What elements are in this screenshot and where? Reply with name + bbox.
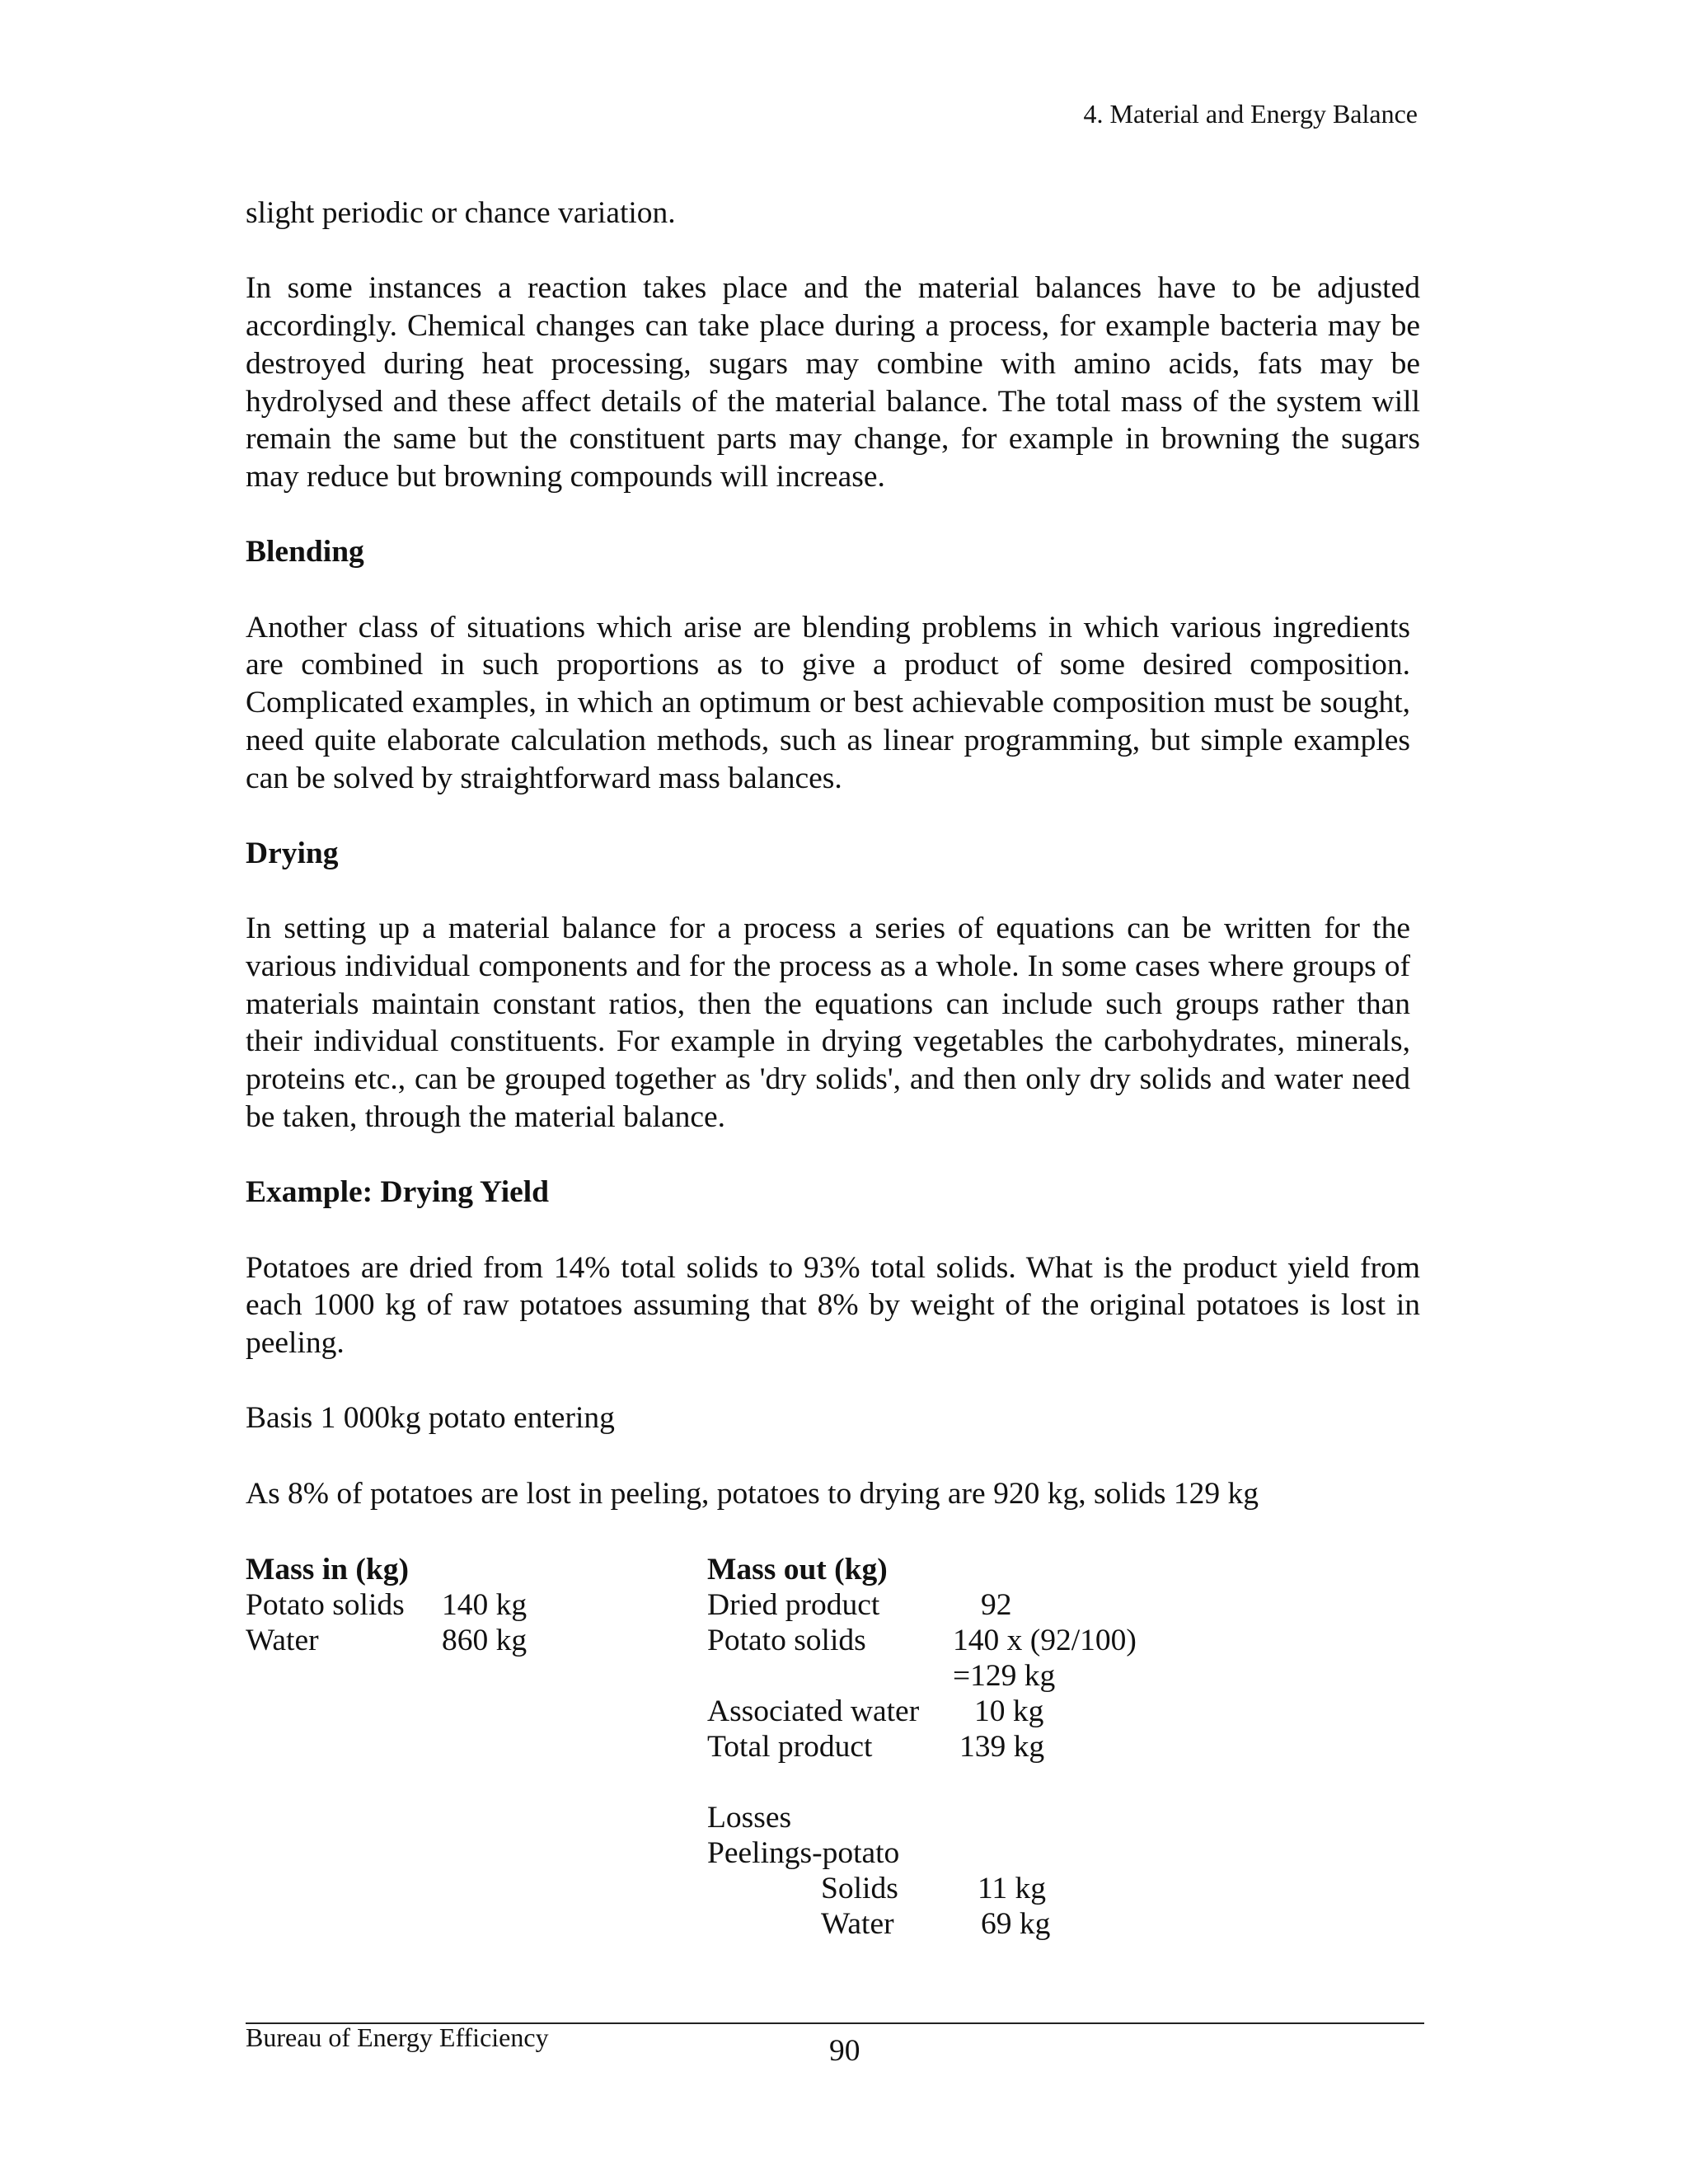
heading-blending: Blending — [246, 535, 364, 569]
potato-solids-label: Potato solids — [707, 1624, 866, 1657]
heading-example: Example: Drying Yield — [246, 1175, 550, 1210]
basis-line: Basis 1 000kg potato entering — [246, 1401, 615, 1436]
associated-water-label: Associated water — [707, 1694, 920, 1728]
total-product-label: Total product — [707, 1730, 873, 1764]
peelings-solids-value: 11 kg — [978, 1872, 1046, 1905]
potato-solids-result: =129 kg — [953, 1659, 1056, 1693]
mass-in-heading: Mass in (kg) — [246, 1553, 409, 1586]
peeling-line: As 8% of potatoes are lost in peeling, potatoes to drying are 920 kg, solids 129 kg — [246, 1476, 1259, 1511]
paragraph-example: Potatoes are dried from 14% total solids to 93% total solids. What is the product yield from each 1000 kg of raw potatoes assuming that 8% by weight of the original potatoes is lost in peeling. — [246, 1250, 1420, 1360]
footer-organization: Bureau of Energy Efficiency — [246, 2022, 549, 2052]
mass-out-heading: Mass out (kg) — [707, 1553, 888, 1586]
body-text — [246, 194, 1420, 1550]
peelings-label: Peelings-potato — [707, 1836, 900, 1870]
dried-product-value: 92 — [981, 1588, 1012, 1622]
mass-in-value: 860 kg — [442, 1624, 528, 1657]
paragraph-reaction: In some instances a reaction takes place and the material balances have to be adjusted accordingly. Chemical changes can take place during a process, for example bacteria may be destroyed during heat processing, sugars may combine with amino acids, fats may be hydrolysed and these affect details of the material balance. The total mass of the system will remain the same but the constituent parts may change, for example in browning the sugars may reduce but browning compounds will increase. — [246, 271, 1420, 494]
paragraph-drying: In setting up a material balance for a process a series of equations can be written for the various individual components and for the process as a whole. In some cases where groups of materials maintain constant ratios, then the equations can include such groups rather than their individual constituents. For example in drying vegetables the carbohydrates, minerals, proteins etc., can be grouped together as 'dry solids', and then only dry solids and water need be taken, through the material balance. — [246, 912, 1410, 1134]
peelings-water-label: Water — [821, 1907, 894, 1941]
peelings-solids-label: Solids — [821, 1872, 898, 1905]
peelings-water-value: 69 kg — [981, 1907, 1051, 1941]
associated-water-value: 10 kg — [974, 1694, 1044, 1728]
heading-drying: Drying — [246, 836, 339, 870]
total-product-value: 139 kg — [959, 1730, 1045, 1764]
losses-label: Losses — [707, 1801, 792, 1835]
running-header: 4. Material and Energy Balance — [1083, 99, 1418, 129]
potato-solids-formula: 140 x (92/100) — [953, 1624, 1137, 1657]
paragraph-continued: slight periodic or chance variation. — [246, 196, 676, 230]
paragraph-blending: Another class of situations which arise are blending problems in which various ingredients are combined in such proportions as to give a product of some desired composition. Complicated examples, in which an optimum or best achievable composition must be sought, need quite elaborate calculation methods, such as linear programming, but simple examples can be solved by straightforward mass balances. — [246, 610, 1410, 795]
mass-balance-table — [246, 1552, 1235, 1964]
mass-in-label: Potato solids — [246, 1588, 405, 1622]
mass-in-value: 140 kg — [442, 1588, 528, 1622]
mass-in-label: Water — [246, 1624, 319, 1657]
dried-product-label: Dried product — [707, 1588, 880, 1622]
page-number: 90 — [829, 2034, 860, 2068]
